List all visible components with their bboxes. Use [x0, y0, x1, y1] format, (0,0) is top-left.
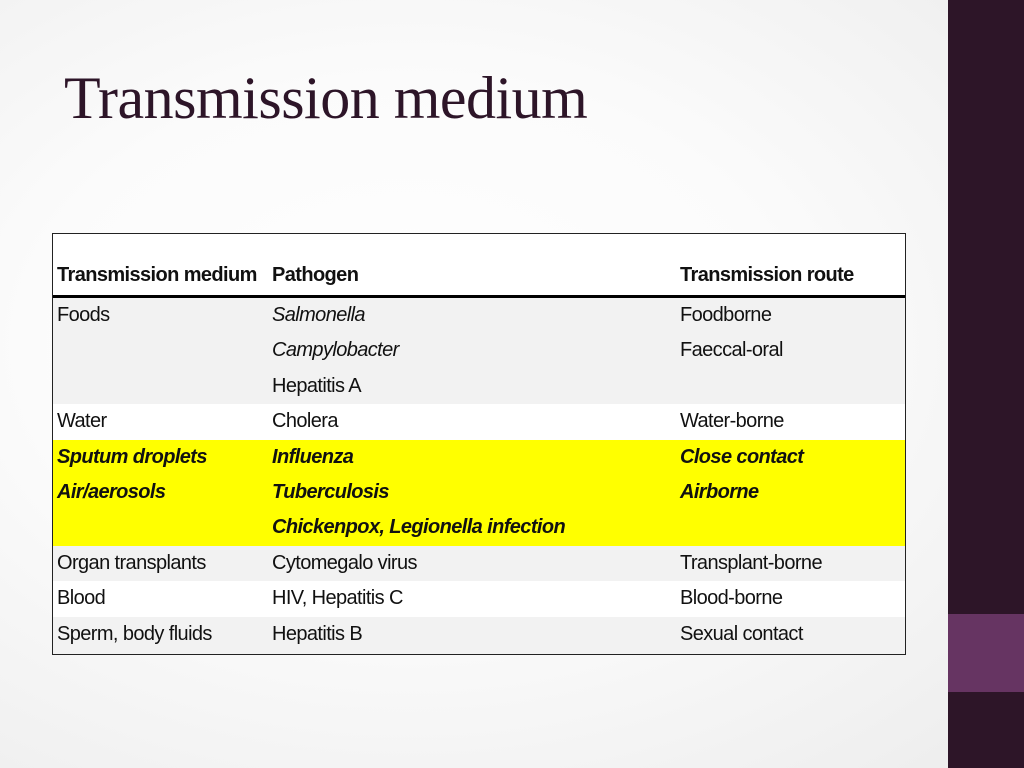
table-row — [53, 581, 905, 616]
route-text: Foodborne — [680, 304, 772, 326]
side-accent-block — [948, 614, 1024, 692]
pathogen-text: HIV, Hepatitis C — [272, 587, 403, 610]
transmission-table — [52, 233, 906, 655]
table-header-row — [53, 234, 905, 298]
pathogen-text: Chickenpox, Legionella infection — [272, 516, 566, 539]
slide-title: Transmission medium — [64, 65, 588, 131]
medium-text: Blood — [57, 587, 106, 610]
medium-cell — [57, 298, 110, 333]
route-text: Sexual contact — [680, 622, 803, 645]
route-cell — [680, 404, 784, 439]
medium-text: Organ transplants — [57, 551, 206, 574]
pathogen-text: Cholera — [272, 410, 338, 433]
table-row — [53, 617, 905, 654]
medium-cell — [57, 581, 105, 616]
pathogen-cell — [272, 440, 565, 546]
route-text: Transplant-borne — [680, 551, 822, 574]
table-row — [53, 298, 905, 404]
medium-cell — [57, 617, 212, 652]
route-text: Close contact — [680, 445, 804, 468]
medium-text: Air/aerosols — [57, 480, 166, 503]
pathogen-text: Cytomegalo virus — [272, 551, 417, 574]
pathogen-text: Hepatitis B — [272, 622, 363, 645]
pathogen-cell — [272, 581, 403, 616]
route-text: Faeccal-oral — [680, 339, 783, 362]
route-text: Blood-borne — [680, 587, 783, 610]
pathogen-text: Hepatitis A — [272, 374, 362, 397]
route-cell — [680, 617, 803, 652]
route-cell — [680, 581, 782, 616]
header-transmission-medium: Transmission medium — [57, 264, 257, 286]
medium-cell — [57, 440, 207, 511]
medium-text: Sperm, body fluids — [57, 622, 212, 645]
pathogen-text: Campylobacter — [272, 339, 399, 362]
medium-cell — [57, 404, 107, 439]
table-row — [53, 404, 905, 439]
pathogen-cell — [272, 404, 338, 439]
medium-text: Sputum droplets — [57, 445, 207, 468]
route-cell — [680, 546, 822, 581]
pathogen-cell — [272, 617, 362, 652]
pathogen-text: Salmonella — [272, 304, 365, 326]
table-row-highlighted — [53, 440, 905, 546]
header-transmission-route: Transmission route — [680, 264, 854, 286]
header-pathogen: Pathogen — [272, 264, 359, 286]
pathogen-cell — [272, 546, 417, 581]
route-cell — [680, 298, 783, 369]
pathogen-text: Influenza — [272, 445, 354, 468]
medium-cell — [57, 546, 206, 581]
pathogen-text: Tuberculosis — [272, 480, 389, 503]
medium-text: Foods — [57, 304, 110, 326]
pathogen-cell — [272, 298, 399, 404]
route-text: Water-borne — [680, 410, 784, 433]
route-text: Airborne — [680, 480, 759, 503]
table-row — [53, 546, 905, 581]
route-cell — [680, 440, 803, 511]
medium-text: Water — [57, 410, 107, 433]
